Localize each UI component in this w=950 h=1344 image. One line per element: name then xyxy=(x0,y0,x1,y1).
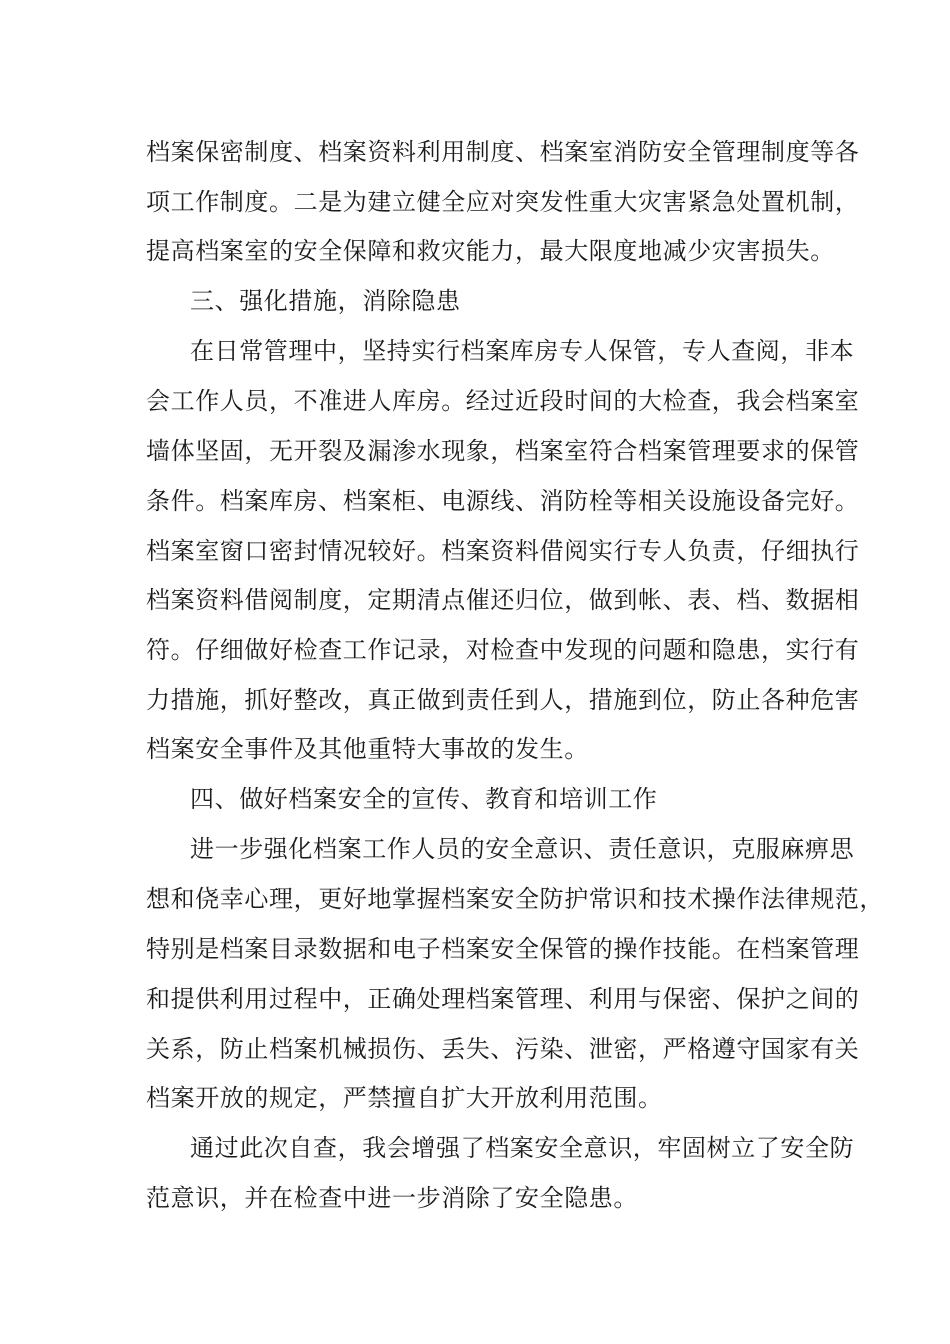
paragraph-line: 会工作人员，不准进人库房。经过近段时间的大检查，我会档案室 xyxy=(146,387,860,415)
paragraph-line: 特别是档案目录数据和电子档案安全保管的操作技能。在档案管理 xyxy=(146,935,860,963)
paragraph-line: 在日常管理中，坚持实行档案库房专人保管，专人查阅，非本 xyxy=(190,337,855,365)
paragraph-line: 档案资料借阅制度，定期清点催还归位，做到帐、表、档、数据相 xyxy=(146,586,860,614)
paragraph-line: 档案保密制度、档案资料利用制度、档案室消防安全管理制度等各 xyxy=(146,138,860,166)
paragraph-line: 和提供利用过程中，正确处理档案管理、利用与保密、保护之间的 xyxy=(146,985,860,1013)
paragraph-line: 符。仔细做好检查工作记录，对检查中发现的问题和隐患，实行有 xyxy=(146,636,860,664)
paragraph-line: 项工作制度。二是为建立健全应对突发性重大灾害紧急处置机制， xyxy=(146,188,860,216)
paragraph-line: 墙体坚固，无开裂及漏渗水现象，档案室符合档案管理要求的保管 xyxy=(146,437,860,465)
section-heading: 三、强化措施，消除隐患 xyxy=(190,287,461,315)
paragraph-line: 档案开放的规定，严禁擅自扩大开放利用范围。 xyxy=(146,1084,663,1112)
paragraph-line: 力措施，抓好整改，真正做到责任到人，措施到位，防止各种危害 xyxy=(146,686,860,714)
paragraph-line: 提高档案室的安全保障和救灾能力，最大限度地减少灾害损失。 xyxy=(146,237,835,265)
paragraph-line: 档案室窗口密封情况较好。档案资料借阅实行专人负责，仔细执行 xyxy=(146,537,860,565)
paragraph-line: 进一步强化档案工作人员的安全意识、责任意识，克服麻痹思 xyxy=(190,835,855,863)
section-heading: 四、做好档案安全的宣传、教育和培训工作 xyxy=(190,785,658,813)
paragraph-line: 档案安全事件及其他重特大事故的发生。 xyxy=(146,735,589,763)
paragraph-line: 通过此次自查，我会增强了档案安全意识，牢固树立了安全防 xyxy=(190,1134,855,1162)
paragraph-line: 想和侥幸心理，更好地掌握档案安全防护常识和技术操作法律规范， xyxy=(146,885,884,913)
paragraph-line: 范意识，并在检查中进一步消除了安全隐患。 xyxy=(146,1184,638,1212)
paragraph-line: 条件。档案库房、档案柜、电源线、消防栓等相关设施设备完好。 xyxy=(146,487,860,515)
paragraph-line: 关系，防止档案机械损伤、丢失、污染、泄密，严格遵守国家有关 xyxy=(146,1035,860,1063)
